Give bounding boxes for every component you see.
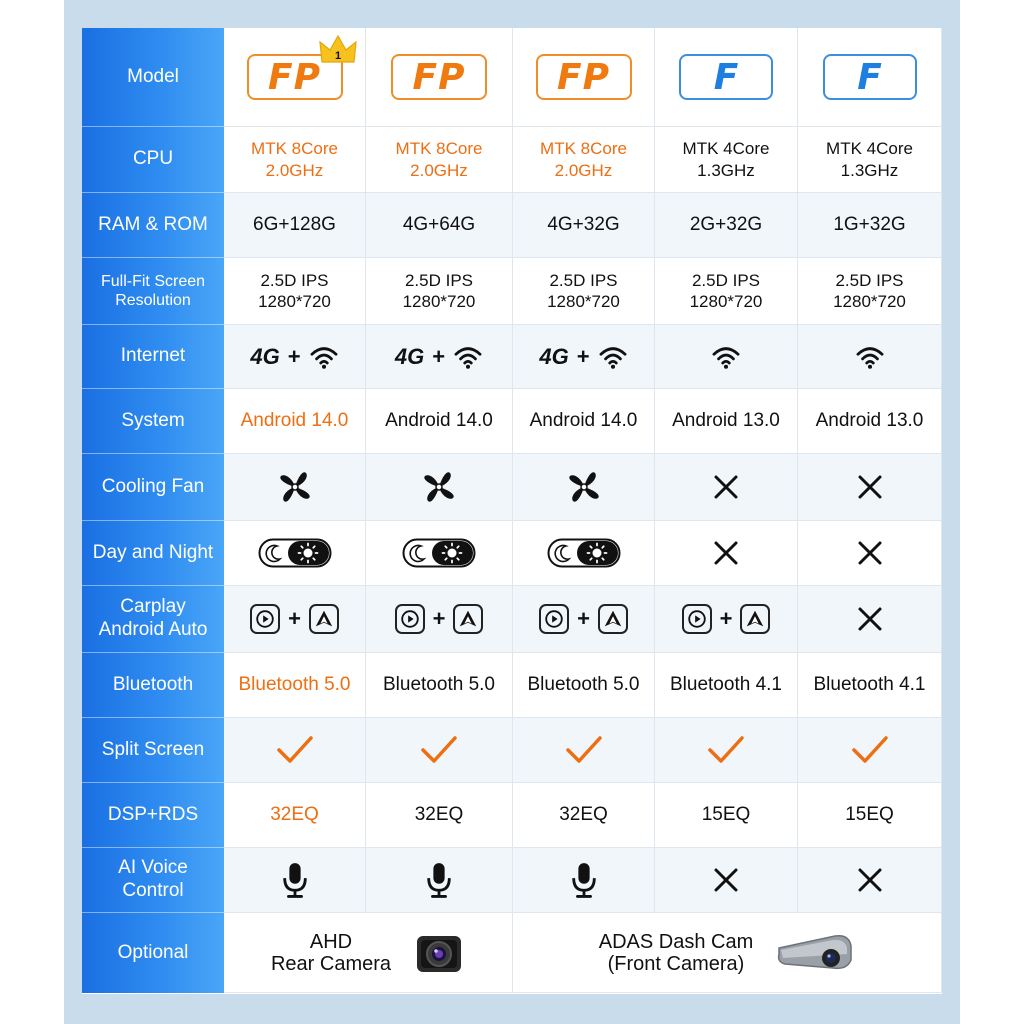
carplay-icon [395,604,425,634]
split-cell [366,718,513,783]
cross-icon [711,865,741,895]
daynight-cell [798,521,942,586]
fan-icon [564,467,604,507]
ram-cell: 4G+64G [366,193,513,258]
check-icon [850,734,890,766]
daynight-cell [513,521,655,586]
fan-icon [419,467,459,507]
ram-cell: 2G+32G [655,193,798,258]
carplay-cell: + [366,586,513,653]
microphone-icon [424,860,454,900]
bluetooth-cell: Bluetooth 5.0 [224,653,366,718]
model-logo-cell [366,28,513,127]
cross-icon [855,538,885,568]
system-cell: Android 14.0 [224,389,366,454]
day-night-toggle-icon [547,538,621,568]
internet-cell: 4G + [224,325,366,389]
microphone-icon [569,860,599,900]
split-cell [224,718,366,783]
carplay-cell: + [224,586,366,653]
fan-icon [275,467,315,507]
row-label-model: Model [82,28,224,127]
row-label-voice: AI Voice Control [82,848,224,913]
row-label-split: Split Screen [82,718,224,783]
cross-icon [855,865,885,895]
daynight-cell [655,521,798,586]
split-cell [513,718,655,783]
crown-icon [318,34,358,68]
cross-icon [711,472,741,502]
check-icon [419,734,459,766]
voice-cell [224,848,366,913]
day-night-toggle-icon [258,538,332,568]
screen-cell: 2.5D IPS 1280*720 [224,258,366,325]
cross-icon [711,538,741,568]
microphone-icon [280,860,310,900]
wifi-icon [711,344,741,370]
cpu-cell: MTK 8Core 2.0GHz [513,127,655,193]
optional-adas-cell [513,913,942,993]
voice-cell [366,848,513,913]
split-cell [798,718,942,783]
row-label-optional: Optional [117,941,189,963]
4g-icon: 4G [250,343,280,369]
wifi-icon [453,344,483,370]
dsp-cell: 15EQ [655,783,798,848]
internet-cell [655,325,798,389]
wifi-icon [309,344,339,370]
row-label-system: System [82,389,224,454]
fan-cell [224,454,366,521]
ram-cell: 4G+32G [513,193,655,258]
4g-icon: 4G [394,343,425,369]
screen-cell: 2.5D IPS 1280*720 [513,258,655,325]
ram-cell: 1G+32G [798,193,942,258]
voice-cell [798,848,942,913]
ram-cell: 6G+128G [224,193,366,258]
android-auto-icon [309,604,339,634]
carplay-cell: + [513,586,655,653]
comparison-table [82,28,942,994]
check-icon [706,734,746,766]
wifi-icon [598,344,628,370]
crown-number: 1 [334,50,342,62]
bluetooth-cell: Bluetooth 4.1 [798,653,942,718]
row-label-internet: Internet [82,325,224,389]
check-icon [564,734,604,766]
system-cell: Android 13.0 [655,389,798,454]
system-cell: Android 14.0 [513,389,655,454]
fan-cell [655,454,798,521]
row-label-carplay: Carplay Android Auto [82,586,224,653]
cpu-cell: MTK 4Core 1.3GHz [655,127,798,193]
internet-cell: 4G + [513,325,655,389]
cpu-cell: MTK 4Core 1.3GHz [798,127,942,193]
bluetooth-cell: Bluetooth 4.1 [655,653,798,718]
row-label-ram: RAM & ROM [82,193,224,258]
cpu-cell: MTK 8Core 2.0GHz [224,127,366,193]
cross-icon [855,604,885,634]
4g-icon: 4G [539,343,569,369]
rear-camera-image [413,930,465,976]
wifi-icon [855,344,885,370]
day-night-toggle-icon [402,538,476,568]
internet-cell [798,325,942,389]
dsp-cell: 32EQ [366,783,513,848]
system-cell: Android 14.0 [366,389,513,454]
row-label-dsp: DSP+RDS [82,783,224,848]
voice-cell [513,848,655,913]
row-label-bluetooth: Bluetooth [82,653,224,718]
daynight-cell [224,521,366,586]
check-icon [275,734,315,766]
android-auto-icon [740,604,770,634]
bluetooth-cell: Bluetooth 5.0 [513,653,655,718]
ahd-rear-camera-label: AHD Rear Camera [270,930,392,975]
carplay-icon [682,604,712,634]
f-logo: F [679,54,773,100]
dsp-cell: 32EQ [224,783,366,848]
row-label-cpu: CPU [82,127,224,193]
dsp-cell: 15EQ [798,783,942,848]
android-auto-icon [598,604,628,634]
dsp-cell: 32EQ [513,783,655,848]
model-logo-cell [798,28,942,127]
adas-dash-cam-label: ADAS Dash Cam (Front Camera) [598,930,754,975]
daynight-cell [366,521,513,586]
model-logo-cell [513,28,655,127]
fp-logo: FP [391,54,487,100]
screen-cell: 2.5D IPS 1280*720 [798,258,942,325]
cross-icon [855,472,885,502]
fan-cell [798,454,942,521]
optional-ahd-cell [224,913,513,993]
fan-cell [366,454,513,521]
model-logo-cell [655,28,798,127]
fp-logo: FP [536,54,632,100]
row-label-screen: Full-Fit Screen Resolution [82,258,224,325]
carplay-icon [250,604,280,634]
row-label-fan: Cooling Fan [82,454,224,521]
internet-cell: 4G + [366,325,513,389]
cpu-cell: MTK 8Core 2.0GHz [366,127,513,193]
carplay-cell: + [655,586,798,653]
screen-cell: 2.5D IPS 1280*720 [655,258,798,325]
split-cell [655,718,798,783]
bluetooth-cell: Bluetooth 5.0 [366,653,513,718]
android-auto-icon [453,604,483,634]
model-logo-cell [224,28,366,127]
fp-logo: FP [247,54,343,100]
fan-cell [513,454,655,521]
row-label-daynight: Day and Night [82,521,224,586]
voice-cell [655,848,798,913]
system-cell: Android 13.0 [798,389,942,454]
dash-cam-image [775,930,855,976]
carplay-icon [539,604,569,634]
f-logo: F [823,54,917,100]
carplay-cell [798,586,942,653]
screen-cell: 2.5D IPS 1280*720 [366,258,513,325]
